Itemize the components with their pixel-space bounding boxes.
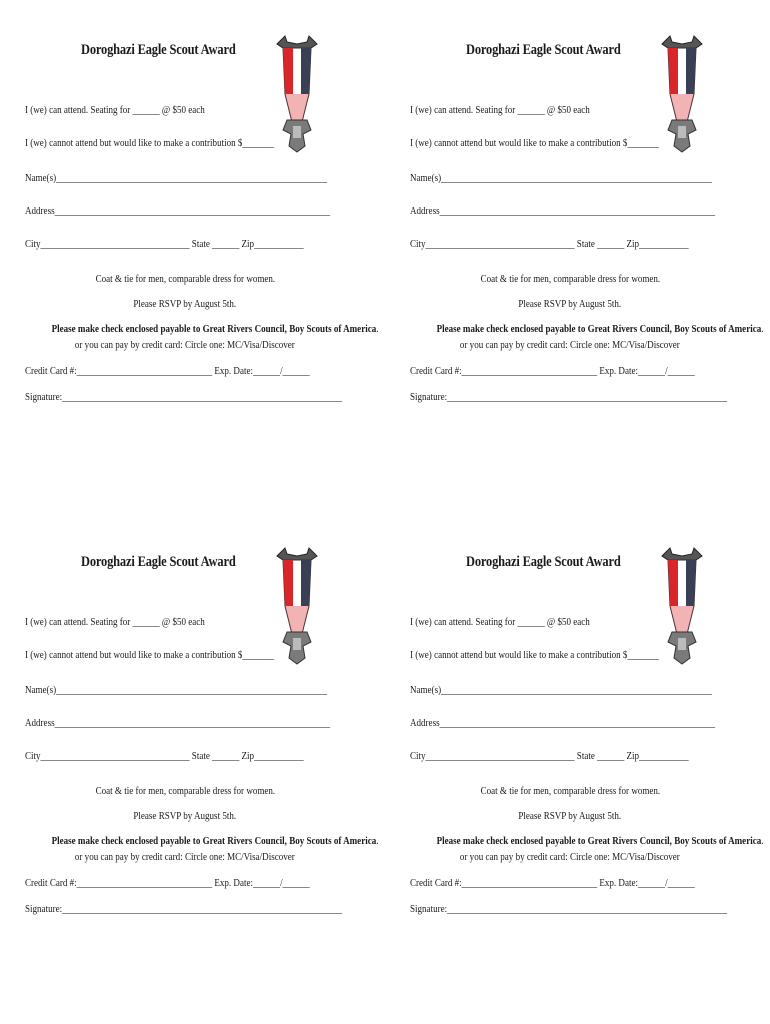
city-state-zip-field[interactable]: City_________________________________ State ______ Zip___________ (410, 239, 689, 250)
contribution-line: I (we) cannot attend but would like to make a contribution $_______ (410, 138, 660, 149)
attire-note: Coat & tie for men, comparable dress for women. (95, 274, 275, 285)
eagle-scout-medal-icon (275, 546, 319, 666)
names-field[interactable]: Name(s)____________________________________________________________ (410, 173, 712, 184)
names-field[interactable]: Name(s)____________________________________________________________ (25, 685, 327, 696)
attend-line: I (we) can attend. Seating for ______ @ $50 each (410, 105, 590, 116)
card-title: Doroghazi Eagle Scout Award (466, 554, 621, 570)
rsvp-note: Please RSVP by August 5th. (518, 299, 622, 310)
attire-note: Coat & tie for men, comparable dress for women. (480, 274, 660, 285)
rsvp-card-top-right (410, 40, 770, 440)
attire-note: Coat & tie for men, comparable dress for women. (480, 786, 660, 797)
attend-line: I (we) can attend. Seating for ______ @ $50 each (25, 617, 205, 628)
rsvp-card-bottom-right (410, 552, 770, 952)
payable-note: Please make check enclosed payable to Great Rivers Council, Boy Scouts of America. (51, 836, 379, 847)
signature-field[interactable]: Signature:______________________________________________________________ (410, 904, 728, 915)
credit-card-field[interactable]: Credit Card #:______________________________ Exp. Date:______/______ (410, 878, 695, 889)
address-field[interactable]: Address_____________________________________________________________ (410, 718, 716, 729)
credit-card-field[interactable]: Credit Card #:______________________________ Exp. Date:______/______ (25, 878, 310, 889)
address-field[interactable]: Address_____________________________________________________________ (25, 206, 331, 217)
rsvp-note: Please RSVP by August 5th. (133, 299, 237, 310)
signature-field[interactable]: Signature:______________________________________________________________ (25, 392, 343, 403)
city-state-zip-field[interactable]: City_________________________________ State ______ Zip___________ (25, 239, 304, 250)
attend-line: I (we) can attend. Seating for ______ @ $50 each (25, 105, 205, 116)
address-field[interactable]: Address_____________________________________________________________ (25, 718, 331, 729)
city-state-zip-field[interactable]: City_________________________________ State ______ Zip___________ (410, 751, 689, 762)
signature-field[interactable]: Signature:______________________________________________________________ (25, 904, 343, 915)
payable-note: Please make check enclosed payable to Great Rivers Council, Boy Scouts of America. (51, 324, 379, 335)
contribution-line: I (we) cannot attend but would like to make a contribution $_______ (410, 650, 660, 661)
eagle-scout-medal-icon (660, 34, 704, 154)
eagle-scout-medal-icon (660, 546, 704, 666)
names-field[interactable]: Name(s)____________________________________________________________ (410, 685, 712, 696)
rsvp-card-bottom-left (25, 552, 385, 952)
credit-option-note: or you can pay by credit card: Circle one: MC/Visa/Discover (75, 852, 295, 863)
card-title: Doroghazi Eagle Scout Award (81, 42, 236, 58)
signature-field[interactable]: Signature:______________________________________________________________ (410, 392, 728, 403)
rsvp-card-top-left (25, 40, 385, 440)
rsvp-note: Please RSVP by August 5th. (518, 811, 622, 822)
credit-option-note: or you can pay by credit card: Circle one: MC/Visa/Discover (75, 340, 295, 351)
rsvp-note: Please RSVP by August 5th. (133, 811, 237, 822)
card-title: Doroghazi Eagle Scout Award (466, 42, 621, 58)
eagle-scout-medal-icon (275, 34, 319, 154)
attire-note: Coat & tie for men, comparable dress for women. (95, 786, 275, 797)
payable-note: Please make check enclosed payable to Great Rivers Council, Boy Scouts of America. (436, 324, 764, 335)
city-state-zip-field[interactable]: City_________________________________ State ______ Zip___________ (25, 751, 304, 762)
contribution-line: I (we) cannot attend but would like to make a contribution $_______ (25, 650, 275, 661)
credit-card-field[interactable]: Credit Card #:______________________________ Exp. Date:______/______ (410, 366, 695, 377)
payable-note: Please make check enclosed payable to Great Rivers Council, Boy Scouts of America. (436, 836, 764, 847)
attend-line: I (we) can attend. Seating for ______ @ $50 each (410, 617, 590, 628)
names-field[interactable]: Name(s)____________________________________________________________ (25, 173, 327, 184)
address-field[interactable]: Address_____________________________________________________________ (410, 206, 716, 217)
credit-option-note: or you can pay by credit card: Circle one: MC/Visa/Discover (460, 852, 680, 863)
card-title: Doroghazi Eagle Scout Award (81, 554, 236, 570)
credit-card-field[interactable]: Credit Card #:______________________________ Exp. Date:______/______ (25, 366, 310, 377)
credit-option-note: or you can pay by credit card: Circle one: MC/Visa/Discover (460, 340, 680, 351)
contribution-line: I (we) cannot attend but would like to make a contribution $_______ (25, 138, 275, 149)
